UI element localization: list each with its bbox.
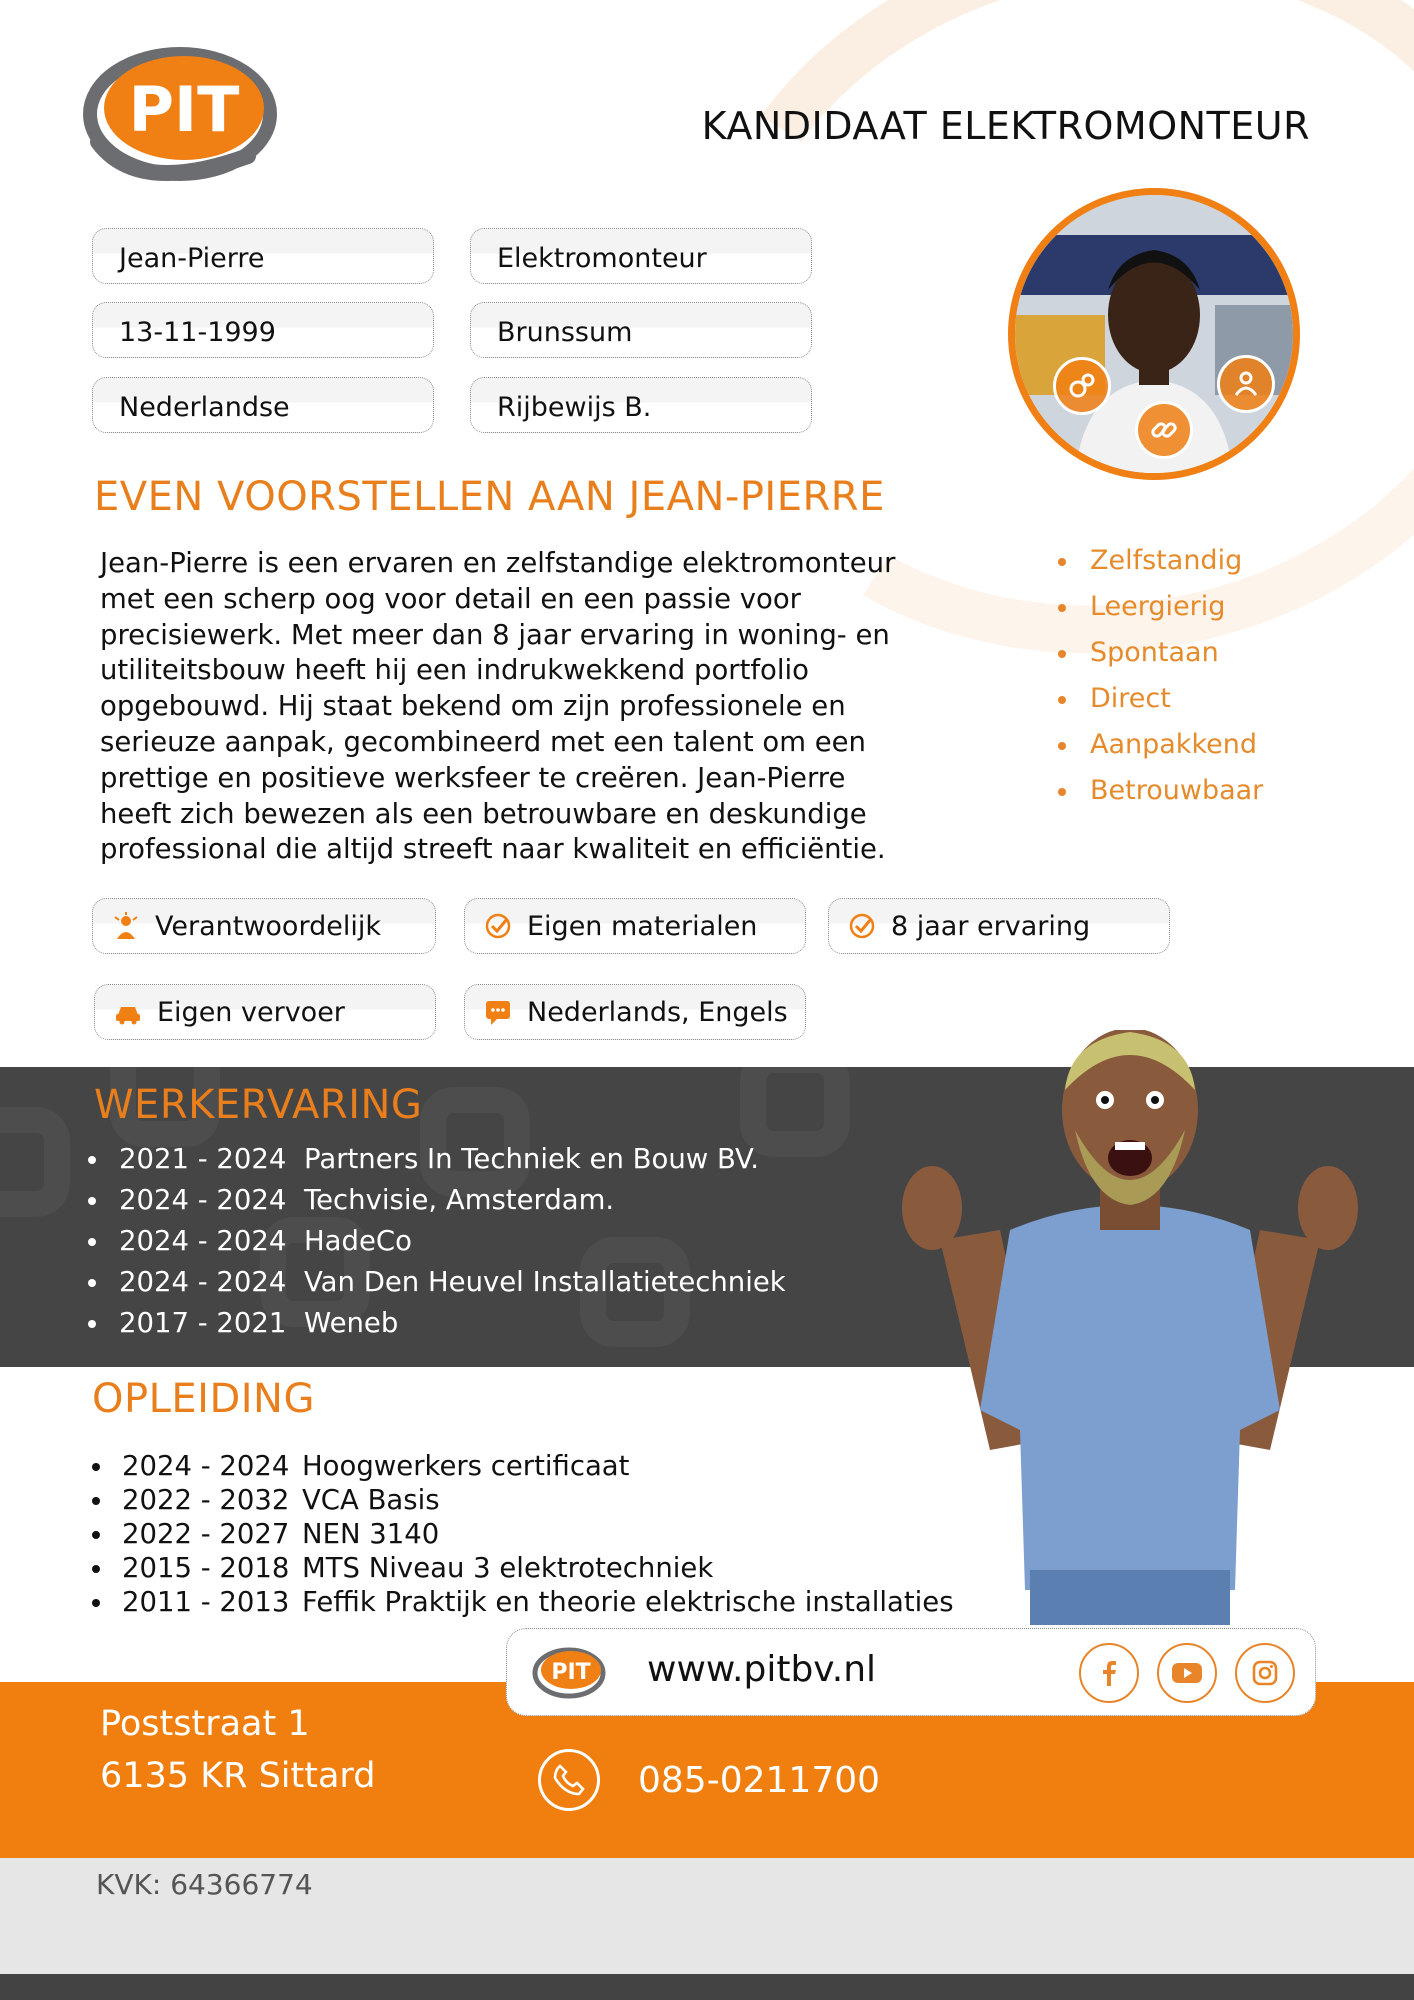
edu-course: Hoogwerkers certificaat: [302, 1450, 630, 1482]
gears-badge-icon: [1053, 357, 1111, 415]
chip-label: Verantwoordelijk: [155, 910, 381, 942]
website-link[interactable]: www.pitbv.nl: [647, 1649, 877, 1690]
list-item: [88, 1184, 786, 1225]
edu-years: 2015 - 2018: [122, 1552, 290, 1584]
chip-experience: [828, 898, 1170, 954]
check-icon: [847, 911, 877, 941]
trait-item: Aanpakkend: [1058, 729, 1263, 775]
address-line-2: 6135 KR Sittard: [100, 1756, 376, 1796]
link-badge-icon: [1135, 401, 1193, 459]
list-item: [92, 1484, 954, 1518]
team-badge-icon: [1217, 355, 1275, 413]
work-employer: Van Den Heuvel Installatietechniek: [304, 1266, 786, 1298]
person-icon: [111, 911, 141, 941]
chip-label: Eigen vervoer: [157, 996, 345, 1028]
background-pattern: [0, 1107, 70, 1217]
work-years: 2017 - 2021: [119, 1307, 287, 1339]
chip-own-transport: [94, 984, 436, 1040]
birthdate-field: 13-11-1999: [92, 302, 434, 358]
facebook-icon[interactable]: [1079, 1643, 1139, 1703]
pit-small-logo: [531, 1645, 607, 1701]
bottom-bar: [0, 1974, 1414, 2000]
list-item: [92, 1450, 954, 1484]
nationality-field: Nederlandse: [92, 377, 434, 433]
education-title: OPLEIDING: [92, 1376, 315, 1422]
work-employer: HadeCo: [304, 1225, 412, 1257]
list-item: [92, 1586, 954, 1620]
trait-item: Betrouwbaar: [1058, 775, 1263, 821]
list-item: [88, 1307, 786, 1348]
phone-icon: [538, 1749, 600, 1811]
traits-list: [1058, 545, 1263, 821]
svg-text:PIT: PIT: [128, 73, 240, 146]
edu-years: 2011 - 2013: [122, 1586, 290, 1618]
youtube-icon[interactable]: [1157, 1643, 1217, 1703]
list-item: [88, 1266, 786, 1307]
profession-field: Elektromonteur: [470, 228, 812, 284]
trait-item: Direct: [1058, 683, 1263, 729]
edu-course: MTS Niveau 3 elektrotechniek: [302, 1552, 714, 1584]
list-item: [92, 1552, 954, 1586]
list-item: [88, 1143, 786, 1184]
chip-own-materials: [464, 898, 806, 954]
license-field: Rijbewijs B.: [470, 377, 812, 433]
work-years: 2024 - 2024: [119, 1184, 287, 1216]
edu-years: 2024 - 2024: [122, 1450, 290, 1482]
work-years: 2021 - 2024: [119, 1143, 287, 1175]
website-bar: [506, 1628, 1316, 1716]
education-list: [92, 1450, 954, 1620]
city-field: Brunssum: [470, 302, 812, 358]
address-line-1: Poststraat 1: [100, 1704, 310, 1744]
kvk-number: KVK: 64366774: [96, 1868, 313, 1901]
edu-years: 2022 - 2032: [122, 1484, 290, 1516]
trait-item: Spontaan: [1058, 637, 1263, 683]
chat-icon: [483, 997, 513, 1027]
chip-responsible: [92, 898, 436, 954]
excited-person-image: [870, 1030, 1390, 1625]
car-icon: [113, 997, 143, 1027]
check-icon: [483, 911, 513, 941]
list-item: [92, 1518, 954, 1552]
svg-text:PIT: PIT: [551, 1660, 591, 1685]
work-years: 2024 - 2024: [119, 1266, 287, 1298]
chip-label: Nederlands, Engels: [527, 996, 788, 1028]
pit-logo: [78, 46, 278, 192]
trait-item: Leergierig: [1058, 591, 1263, 637]
profile-photo: [1008, 188, 1300, 480]
trait-item: Zelfstandig: [1058, 545, 1263, 591]
work-employer: Weneb: [304, 1307, 399, 1339]
work-title: WERKERVARING: [94, 1082, 423, 1128]
phone-number[interactable]: 085-0211700: [638, 1760, 881, 1801]
edu-course: NEN 3140: [302, 1518, 440, 1550]
intro-text: Jean-Pierre is een ervaren en zelfstandige elektromonteur met een scherp oog voor detail en een passie voor precisiewerk. Met meer dan 8 jaar ervaring in woning- en utiliteitsbouw heeft hij een indrukwekkend portfolio opgebouwd. Hij staat bekend om zijn professionele en serieuze aanpak, gecombineerd met een talent om een prettige en positieve werksfeer te creëren. Jean-Pierre heeft zich bewezen als een betrouwbare en deskundige professional die altijd streeft naar kwaliteit en efficiëntie.: [100, 547, 896, 866]
work-list: [88, 1143, 786, 1348]
work-employer: Techvisie, Amsterdam.: [304, 1184, 615, 1216]
chip-label: 8 jaar ervaring: [891, 910, 1091, 942]
work-years: 2024 - 2024: [119, 1225, 287, 1257]
edu-course: VCA Basis: [302, 1484, 440, 1516]
edu-course: Feffik Praktijk en theorie elektrische installaties: [302, 1586, 954, 1618]
document-title: KANDIDAAT ELEKTROMONTEUR: [701, 104, 1310, 148]
intro-title: EVEN VOORSTELLEN AAN JEAN-PIERRE: [94, 474, 885, 520]
edu-years: 2022 - 2027: [122, 1518, 290, 1550]
name-field: Jean-Pierre: [92, 228, 434, 284]
work-employer: Partners In Techniek en Bouw BV.: [304, 1143, 760, 1175]
chip-languages: [464, 984, 806, 1040]
list-item: [88, 1225, 786, 1266]
instagram-icon[interactable]: [1235, 1643, 1295, 1703]
chip-label: Eigen materialen: [527, 910, 758, 942]
